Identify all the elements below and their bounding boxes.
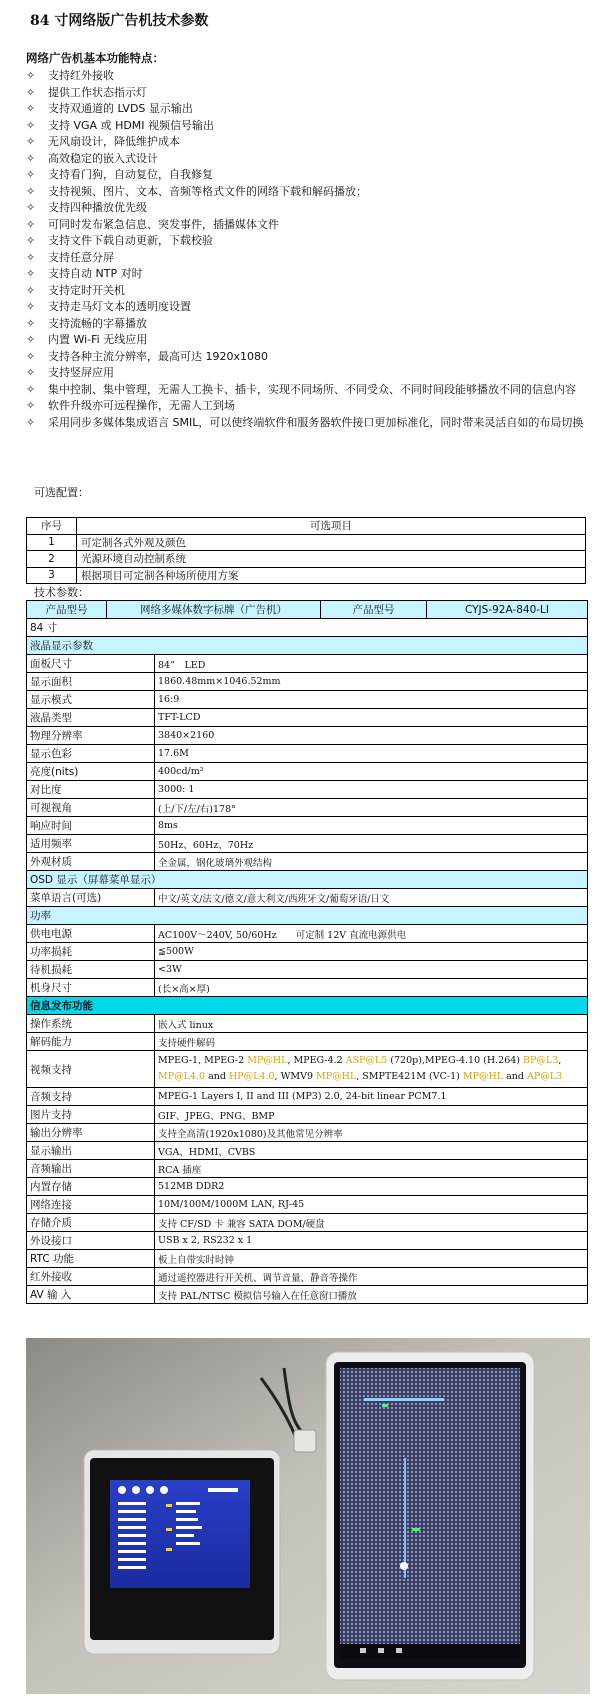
list-item xyxy=(26,415,590,432)
feature-text: 支持文件下载自动更新，下载校验 xyxy=(48,234,213,247)
codec-text: , WMV9 xyxy=(274,1071,317,1082)
features-heading: 网络广告机基本功能特点： xyxy=(26,51,164,65)
codec-text: , MPEG-4.2 xyxy=(287,1055,346,1066)
size-row xyxy=(27,619,588,637)
spec-key: 响应时间 xyxy=(27,817,155,835)
table-row xyxy=(27,1196,588,1214)
spec-value: (长×高×厚) xyxy=(155,979,588,997)
small-screen-image xyxy=(84,1450,280,1654)
spec-key: 功率损耗 xyxy=(27,943,155,961)
codec-text: (720p),MPEG-4.10 (H.264) xyxy=(387,1055,524,1066)
spec-value: 通过遥控器进行开关机、调节音量、静音等操作 xyxy=(155,1268,588,1286)
spec-key: 显示输出 xyxy=(27,1142,155,1160)
list-item xyxy=(26,382,590,399)
spec-value: 3840×2160 xyxy=(155,727,588,745)
table-row xyxy=(27,1178,588,1196)
bullet-icon: ✧ xyxy=(26,333,36,346)
spec-key: 亮度(nits) xyxy=(27,763,155,781)
product-model: CYJS-92A-840-LI xyxy=(427,601,588,619)
table-row xyxy=(27,567,586,584)
spec-key: 红外接收 xyxy=(27,1268,155,1286)
codec-profile: MP@HL xyxy=(247,1055,288,1066)
bullet-icon: ✧ xyxy=(26,316,36,330)
spec-key: 操作系统 xyxy=(27,1015,155,1033)
list-item xyxy=(26,134,590,151)
feature-text: 集中控制、集中管理，无需人工换卡、插卡，实现不同场所、不同受众、不同时间段能够播放不同的信息内容 xyxy=(48,382,576,396)
spec-key: 外设接口 xyxy=(27,1232,155,1250)
bullet-icon: ✧ xyxy=(26,234,36,247)
spec-key: AV 输 入 xyxy=(27,1286,155,1304)
spec-value: VGA、HDMI、CVBS xyxy=(155,1142,588,1160)
table-row xyxy=(27,1015,588,1033)
table-row xyxy=(27,889,588,907)
table-row xyxy=(27,551,586,568)
bullet-icon: ✧ xyxy=(26,349,36,363)
codec-profile: MP@HL xyxy=(462,1071,504,1082)
table-row xyxy=(27,979,588,997)
codec-text: and xyxy=(503,1071,527,1082)
list-item xyxy=(26,151,590,168)
spec-value: 全金属，钢化玻璃外观结构 xyxy=(155,853,588,871)
list-item xyxy=(26,167,590,184)
list-item xyxy=(26,398,590,415)
product-name: 网络多媒体数字标牌（广告机） xyxy=(107,601,321,619)
option-item: 根据项目可定制各种场所使用方案 xyxy=(77,567,586,584)
bullet-icon: ✧ xyxy=(26,300,36,313)
spec-value: USB x 2, RS232 x 1 xyxy=(155,1232,588,1250)
list-item xyxy=(26,85,590,102)
spec-value: 嵌入式 linux xyxy=(155,1015,588,1033)
bullet-icon: ✧ xyxy=(26,217,36,231)
spec-key: 可视视角 xyxy=(27,799,155,817)
spec-value: 50Hz、60Hz、70Hz xyxy=(155,835,588,853)
table-row xyxy=(27,534,586,551)
table-row xyxy=(27,1106,588,1124)
spec-key: 面板尺寸 xyxy=(27,655,155,673)
options-header-row xyxy=(27,518,586,535)
spec-value: 400cd/m² xyxy=(155,763,588,781)
spec-value: 支持 CF/SD 卡 兼容 SATA DOM/硬盘 xyxy=(155,1214,588,1232)
spec-value: (上/下/左/右)178° xyxy=(155,799,588,817)
table-row xyxy=(27,1286,588,1304)
table-row xyxy=(27,1232,588,1250)
table-row xyxy=(27,853,588,871)
bullet-icon: ✧ xyxy=(26,69,36,82)
bullet-icon: ✧ xyxy=(26,168,36,181)
model-header-key: 产品型号 xyxy=(27,601,107,619)
spec-key: 图片支持 xyxy=(27,1106,155,1124)
bullet-icon: ✧ xyxy=(26,85,36,99)
spec-value: ≦500W xyxy=(155,943,588,961)
spec-value: 中文/英文/法文/德文/意大利文/西班牙文/葡萄牙语/日文 xyxy=(155,889,588,907)
bullet-icon: ✧ xyxy=(26,118,36,132)
list-item xyxy=(26,233,590,250)
feature-text: 支持看门狗，自动复位，自我修复 xyxy=(48,168,213,181)
spec-value: 10M/100M/1000M LAN, RJ-45 xyxy=(155,1196,588,1214)
list-item xyxy=(26,349,590,366)
bullet-icon: ✧ xyxy=(26,250,36,264)
feature-text: 支持红外接收 xyxy=(48,69,114,82)
spec-value: 支持 PAL/NTSC 模拟信号输入在任意窗口播放 xyxy=(155,1286,588,1304)
spec-value: 17.6M xyxy=(155,745,588,763)
option-no: 2 xyxy=(27,551,77,568)
bullet-icon: ✧ xyxy=(26,201,36,214)
spec-value: TFT-LCD xyxy=(155,709,588,727)
bullet-icon: ✧ xyxy=(26,102,36,115)
feature-text: 高效稳定的嵌入式设计 xyxy=(48,151,158,165)
bullet-icon: ✧ xyxy=(26,366,36,379)
table-row xyxy=(27,763,588,781)
table-row xyxy=(27,817,588,835)
section-row xyxy=(27,907,588,925)
bullet-icon: ✧ xyxy=(26,415,36,429)
spec-key: RTC 功能 xyxy=(27,1250,155,1268)
list-item xyxy=(26,250,590,267)
spec-key: 内置存储 xyxy=(27,1178,155,1196)
codec-profile: HP@L4.0 xyxy=(228,1071,275,1082)
spec-key: 液晶类型 xyxy=(27,709,155,727)
codec-profile: AP@L3 xyxy=(527,1071,563,1082)
codec-profile: BP@L3 xyxy=(523,1055,559,1066)
table-row xyxy=(27,1214,588,1232)
spec-value: 支持硬件解码 xyxy=(155,1033,588,1051)
option-no: 1 xyxy=(27,534,77,551)
spec-value: 支持全高清(1920x1080)及其他常见分辨率 xyxy=(155,1124,588,1142)
list-item xyxy=(26,365,590,382)
spec-key: 机身尺寸 xyxy=(27,979,155,997)
codec-profile: ASP@L5 xyxy=(345,1055,388,1066)
section-row xyxy=(27,871,588,889)
table-row xyxy=(27,655,588,673)
bullet-icon: ✧ xyxy=(26,267,36,280)
section-title: 功率 xyxy=(27,907,588,925)
spec-value: GIF、JPEG、PNG、BMP xyxy=(155,1106,588,1124)
feature-text: 支持流畅的字幕播放 xyxy=(48,316,147,330)
section-row xyxy=(27,637,588,655)
feature-text: 支持定时开关机 xyxy=(48,283,125,297)
bullet-icon: ✧ xyxy=(26,399,36,412)
option-item: 光源环境自动控制系统 xyxy=(77,551,586,568)
table-row xyxy=(27,673,588,691)
spec-value: RCA 插座 xyxy=(155,1160,588,1178)
feature-list xyxy=(26,68,590,431)
list-item xyxy=(26,184,590,201)
list-item xyxy=(26,118,590,135)
codec-text: , SMPTE421M (VC-1) xyxy=(356,1071,463,1082)
list-item xyxy=(26,332,590,349)
product-photo xyxy=(26,1338,590,1694)
feature-text: 支持视频、图片、文本、音频等格式文件的网络下载和解码播放； xyxy=(48,184,367,198)
spec-value: 板上自带实时时钟 xyxy=(155,1250,588,1268)
spec-key: 待机损耗 xyxy=(27,961,155,979)
bullet-icon: ✧ xyxy=(26,184,36,198)
spec-key: 菜单语言(可选) xyxy=(27,889,155,907)
list-item xyxy=(26,217,590,234)
section-title: 信息发布功能 xyxy=(27,997,588,1015)
spec-key: 解码能力 xyxy=(27,1033,155,1051)
codec-text: , xyxy=(558,1055,562,1066)
model-header-row xyxy=(27,601,588,619)
list-item xyxy=(26,68,590,85)
table-row xyxy=(27,727,588,745)
codec-profile: MP@L4.0 xyxy=(158,1071,206,1082)
options-table xyxy=(26,517,586,584)
feature-text: 支持四种播放优先级 xyxy=(48,201,147,214)
table-row xyxy=(27,799,588,817)
spec-key: 视频支持 xyxy=(27,1051,155,1088)
spec-value: 1860.48mm×1046.52mm xyxy=(155,673,588,691)
spec-key: 显示色彩 xyxy=(27,745,155,763)
spec-key: 音频输出 xyxy=(27,1160,155,1178)
feature-text: 内置 Wi-Fi 无线应用 xyxy=(48,333,148,346)
table-row xyxy=(27,961,588,979)
spec-key: 物理分辨率 xyxy=(27,727,155,745)
section-title: OSD 显示（屏幕菜单显示） xyxy=(27,871,588,889)
table-row xyxy=(27,925,588,943)
page-title: 84 寸网络版广告机技术参数 xyxy=(30,13,209,29)
spec-key: 音频支持 xyxy=(27,1088,155,1106)
option-no: 3 xyxy=(27,567,77,584)
list-item xyxy=(26,299,590,316)
spec-key: 显示面积 xyxy=(27,673,155,691)
options-header-item: 可选项目 xyxy=(77,518,586,535)
spec-value: 16:9 xyxy=(155,691,588,709)
bullet-icon: ✧ xyxy=(26,382,36,396)
table-row xyxy=(27,745,588,763)
codec-profile: MP@HL xyxy=(316,1071,357,1082)
large-screen-image xyxy=(326,1352,534,1680)
bullet-icon: ✧ xyxy=(26,283,36,297)
spec-value: <3W xyxy=(155,961,588,979)
bullet-icon: ✧ xyxy=(26,151,36,165)
codec-text: MPEG-1, MPEG-2 xyxy=(158,1055,248,1066)
feature-text: 支持任意分屏 xyxy=(48,250,114,264)
feature-text: 支持 VGA 或 HDMI 视频信号输出 xyxy=(48,118,215,132)
options-header-no: 序号 xyxy=(27,518,77,535)
list-item xyxy=(26,266,590,283)
table-row xyxy=(27,1142,588,1160)
spec-key: 存储介质 xyxy=(27,1214,155,1232)
size-label: 84 寸 xyxy=(27,619,588,637)
list-item xyxy=(26,316,590,333)
feature-text: 采用同步多媒体集成语言 SMIL，可以使终端软件和服务器软件接口更加标准化，同时带来灵活自如的布局切换 xyxy=(48,415,584,429)
table-row xyxy=(27,781,588,799)
feature-text: 软件升级亦可远程操作，无需人工到场 xyxy=(48,399,235,412)
list-item xyxy=(26,283,590,300)
spec-key: 输出分辨率 xyxy=(27,1124,155,1142)
spec-value: 3000: 1 xyxy=(155,781,588,799)
codec-text: and xyxy=(205,1071,229,1082)
spec-key: 显示模式 xyxy=(27,691,155,709)
model-header-key-2: 产品型号 xyxy=(321,601,427,619)
list-item xyxy=(26,101,590,118)
table-row xyxy=(27,691,588,709)
video-support-value xyxy=(155,1051,588,1088)
list-item xyxy=(26,200,590,217)
spec-key: 对比度 xyxy=(27,781,155,799)
lcd-section-title: 液晶显示参数 xyxy=(27,637,588,655)
tech-params-label: 技术参数： xyxy=(34,586,89,599)
spec-value: 84” LED xyxy=(155,655,588,673)
table-row xyxy=(27,835,588,853)
feature-text: 支持各种主流分辨率，最高可达 1920x1080 xyxy=(48,349,268,363)
spec-key: 适用频率 xyxy=(27,835,155,853)
feature-text: 支持自动 NTP 对时 xyxy=(48,267,143,280)
spec-table xyxy=(26,600,588,1304)
feature-text: 无风扇设计，降低维护成本 xyxy=(48,135,180,148)
spec-value: AC100V～240V, 50/60Hz 可定制 12V 直流电源供电 xyxy=(155,925,588,943)
table-row xyxy=(27,709,588,727)
table-row xyxy=(27,1268,588,1286)
table-row xyxy=(27,1051,588,1088)
feature-text: 可同时发布紧急信息、突发事件，插播媒体文件 xyxy=(48,217,279,231)
table-row xyxy=(27,1250,588,1268)
table-row xyxy=(27,943,588,961)
table-row xyxy=(27,1160,588,1178)
feature-text: 支持竖屏应用 xyxy=(48,366,114,379)
spec-key: 网络连接 xyxy=(27,1196,155,1214)
section-row xyxy=(27,997,588,1015)
spec-value: 512MB DDR2 xyxy=(155,1178,588,1196)
spec-key: 外观材质 xyxy=(27,853,155,871)
spec-value: 8ms xyxy=(155,817,588,835)
spec-value: MPEG-1 Layers I, II and III (MP3) 2.0, 24-bit linear PCM7.1 xyxy=(155,1088,588,1106)
options-label: 可选配置： xyxy=(34,486,89,499)
feature-text: 支持双通道的 LVDS 显示输出 xyxy=(48,102,193,115)
feature-text: 提供工作状态指示灯 xyxy=(48,85,147,99)
bullet-icon: ✧ xyxy=(26,135,36,148)
option-item: 可定制各式外观及颜色 xyxy=(77,534,586,551)
feature-text: 支持走马灯文本的透明度设置 xyxy=(48,300,191,313)
table-row xyxy=(27,1088,588,1106)
table-row xyxy=(27,1124,588,1142)
table-row xyxy=(27,1033,588,1051)
spec-key: 供电电源 xyxy=(27,925,155,943)
